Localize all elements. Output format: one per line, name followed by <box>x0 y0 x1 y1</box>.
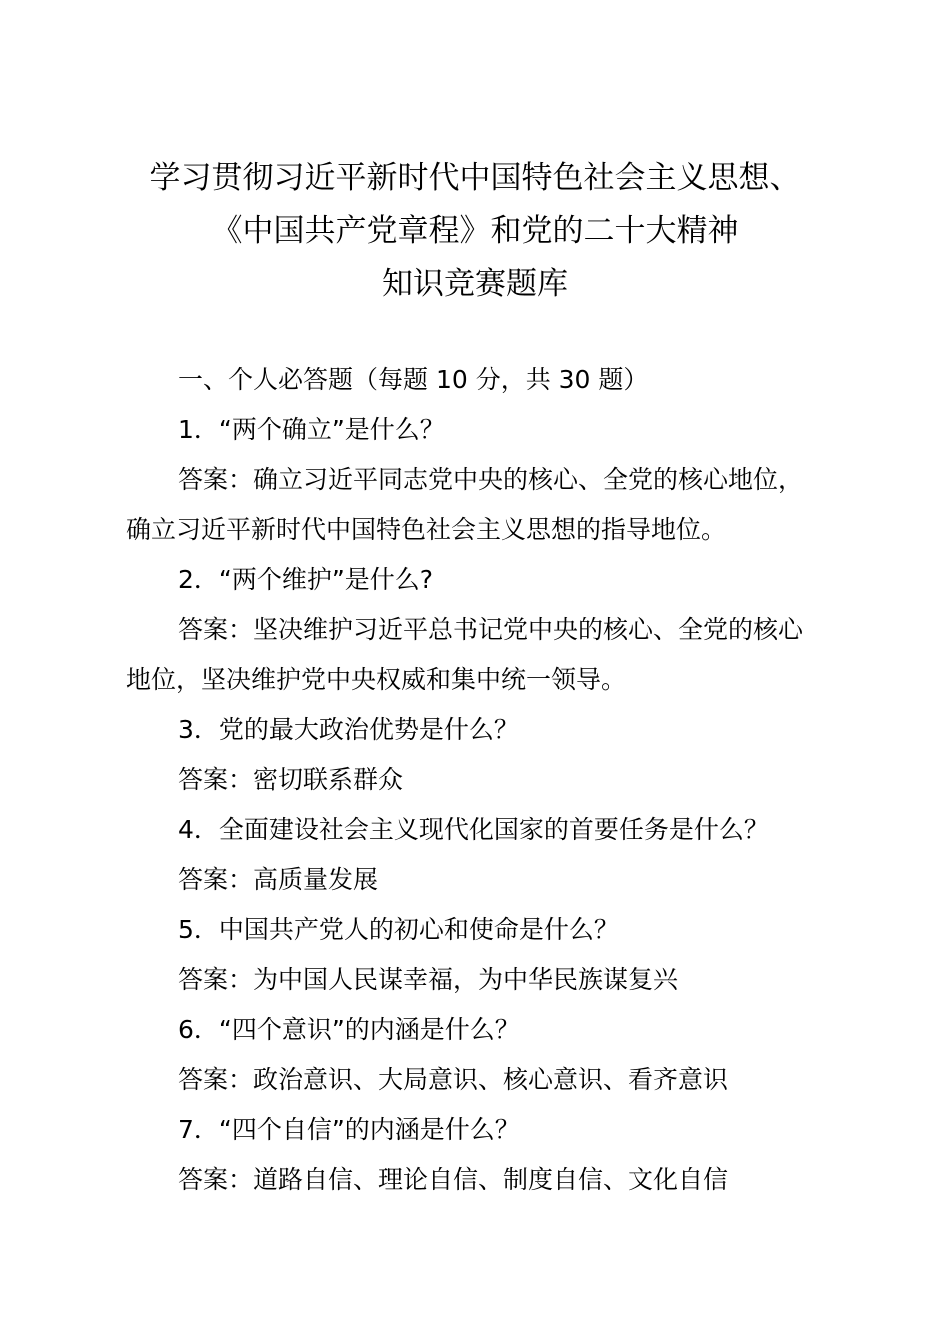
answer-2-line-2: 地位，坚决维护党中央权威和集中统一领导。 <box>126 665 627 694</box>
question-5: 5．中国共产党人的初心和使命是什么？ <box>178 915 619 944</box>
answer-6: 答案：政治意识、大局意识、核心意识、看齐意识 <box>178 1065 729 1094</box>
answer-2-line-1: 答案：坚决维护习近平总书记党中央的核心、全党的核心 <box>178 615 804 644</box>
answer-5: 答案：为中国人民谋幸福，为中华民族谋复兴 <box>178 965 679 994</box>
question-2: 2．“两个维护”是什么? <box>178 565 434 594</box>
title-line-2: 《中国共产党章程》和党的二十大精神 <box>211 213 739 249</box>
section-heading: 一、个人必答题（每题 10 分，共 30 题） <box>178 365 649 394</box>
answer-1-line-1: 答案：确立习近平同志党中央的核心、全党的核心地位， <box>178 465 804 494</box>
question-6: 6．“四个意识”的内涵是什么？ <box>178 1015 520 1044</box>
answer-3: 答案：密切联系群众 <box>178 765 404 794</box>
answer-7: 答案：道路自信、理论自信、制度自信、文化自信 <box>178 1165 729 1194</box>
title-line-1: 学习贯彻习近平新时代中国特色社会主义思想、 <box>149 160 801 196</box>
document-title <box>0 152 950 311</box>
question-7: 7．“四个自信”的内涵是什么？ <box>178 1115 520 1144</box>
document-body <box>126 355 826 1205</box>
answer-1-line-2: 确立习近平新时代中国特色社会主义思想的指导地位。 <box>126 515 727 544</box>
title-line-3: 知识竞赛题库 <box>382 266 568 302</box>
question-3: 3．党的最大政治优势是什么？ <box>178 715 519 744</box>
answer-4: 答案：高质量发展 <box>178 865 379 894</box>
question-4: 4．全面建设社会主义现代化国家的首要任务是什么？ <box>178 815 769 844</box>
question-1: 1．“两个确立”是什么？ <box>178 415 445 444</box>
